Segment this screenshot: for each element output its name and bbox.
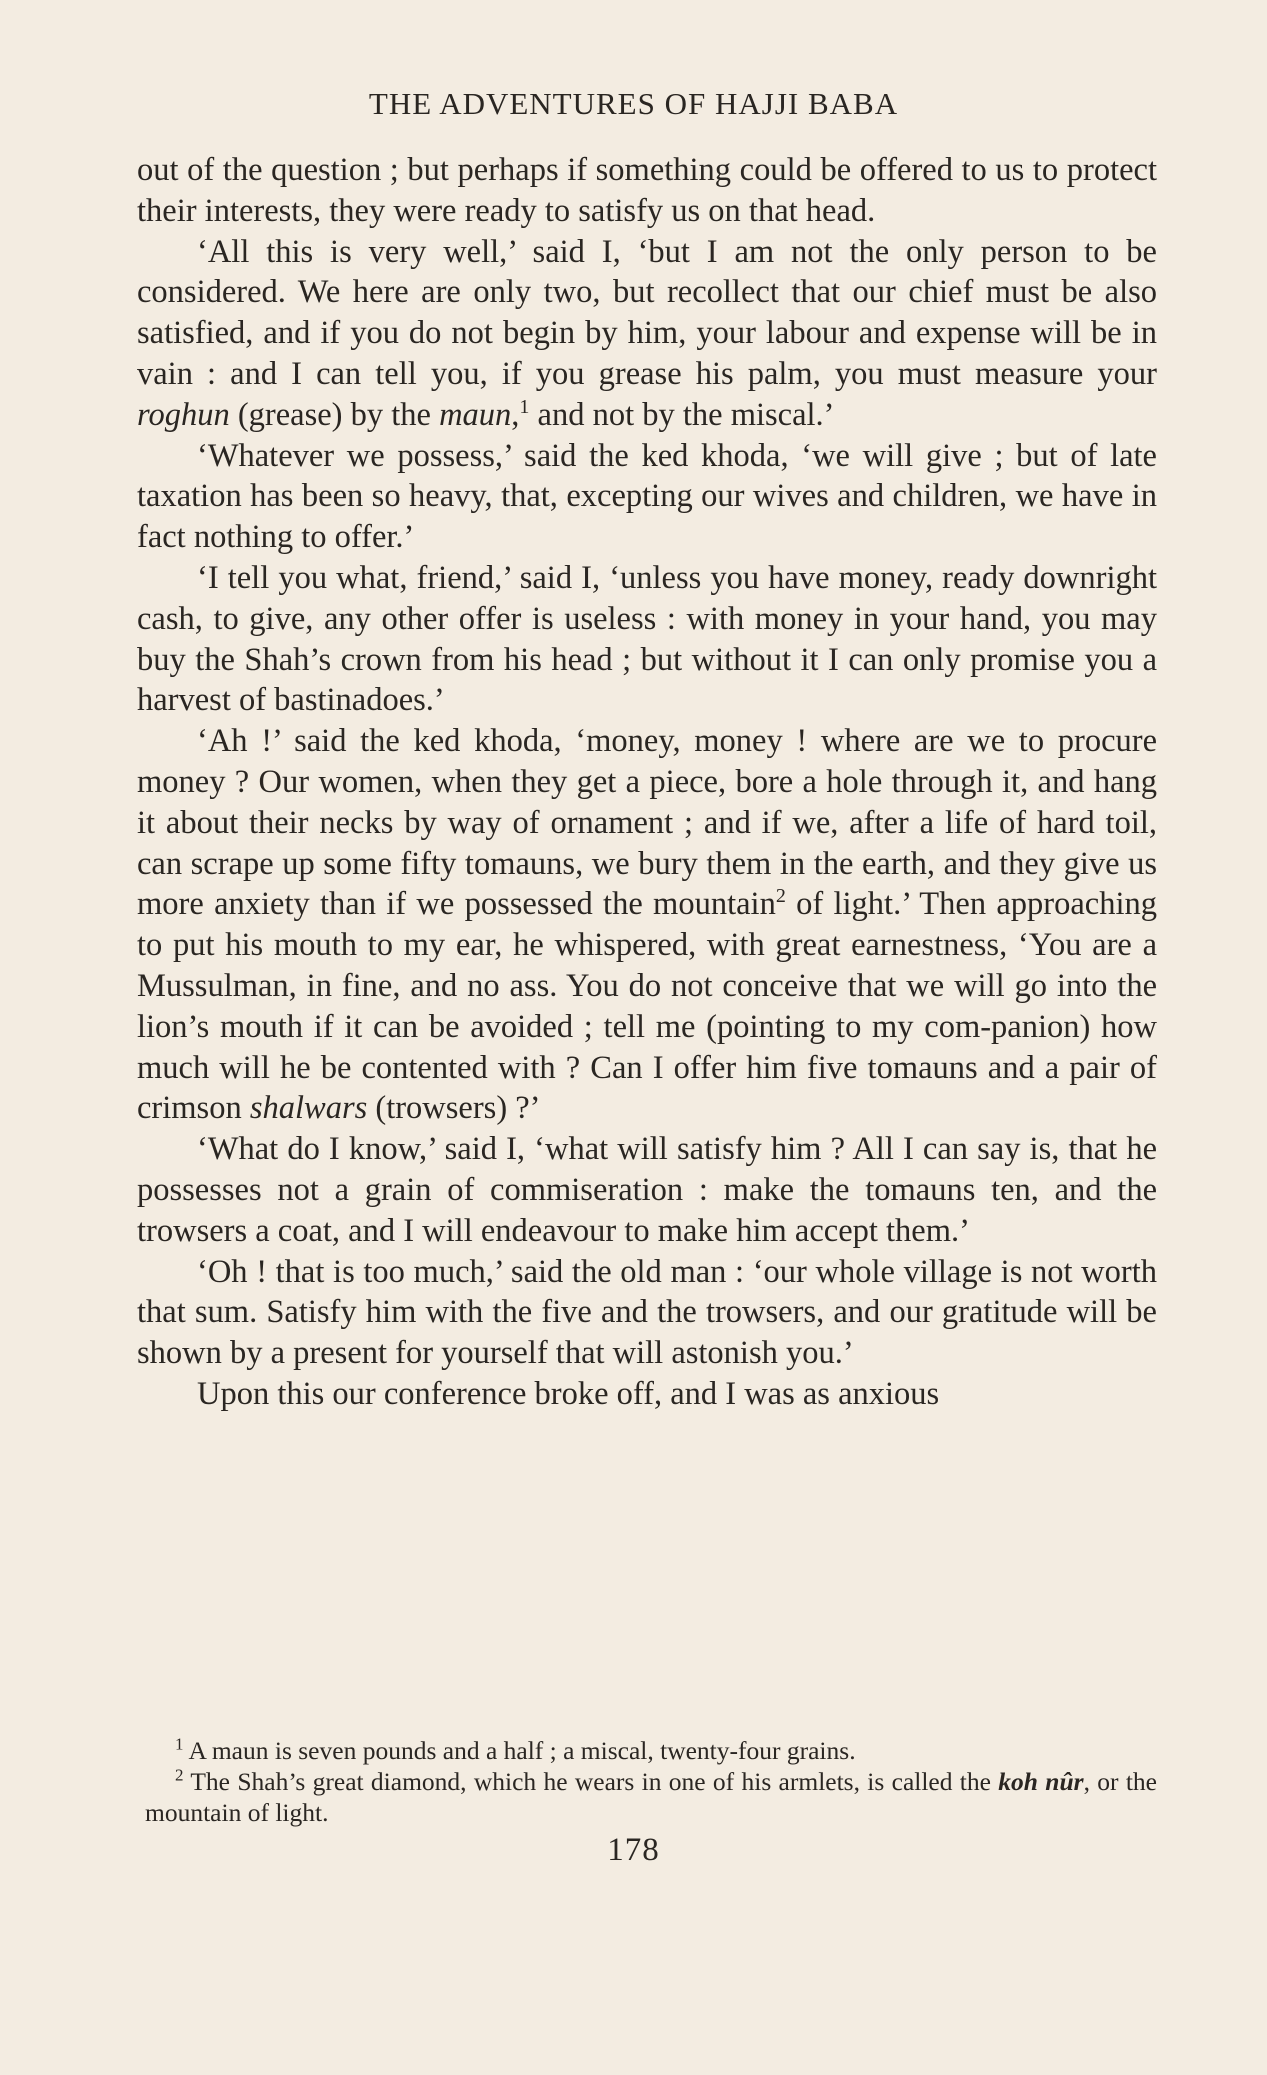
body-text [137, 150, 1157, 1415]
text-run: ‘What do I know,’ said I, ‘what will satisfy him ? All I can say is, that he possesses not a grain of commiseration : make the tomauns ten, and the trowsers a coat, and I will endeavour to make him accept them.’ [137, 1131, 1157, 1249]
italic-term: maun [439, 396, 512, 433]
footnote [145, 1766, 1157, 1828]
text-run: , [511, 396, 520, 433]
running-head: THE ADVENTURES OF HAJJI BABA [368, 86, 899, 121]
italic-term: koh nûr [998, 1767, 1084, 1796]
footnote [145, 1735, 1157, 1766]
footnote-marker: 1 [519, 395, 530, 418]
text-run: and not by the miscal.’ [529, 396, 835, 433]
page-number: 178 [607, 1832, 660, 1868]
text-run: ‘Whatever we possess,’ said the ked khoda, ‘we will give ; but of late taxation has been so heavy, that, excepting our wives and children, we have in fact nothing to offer.’ [137, 437, 1157, 556]
text-run: ‘Ah !’ said the ked khoda, ‘money, money ! where are we to procure money ? Our women, when they get a piece, bore a hole through it, and hang it about their necks by way of ornament ; and if we, after a life of hard toil, can scrape up some fifty tomauns, we bury them in the earth, and they give us more anxiety than if we possessed the mountain [137, 723, 1157, 923]
text-run: ‘Oh ! that is too much,’ said the old man : ‘our whole village is not worth that sum. Satisfy him with the five and the trowsers, and our gratitude will be shown by a present for yourself that will astonish you.’ [137, 1253, 1157, 1372]
footnotes [145, 1735, 1157, 1828]
footnote-marker: 2 [775, 885, 786, 908]
paragraph [137, 436, 1157, 558]
paragraph [137, 232, 1157, 436]
text-run: A maun is seven pounds and a half ; a miscal, twenty-four grains. [183, 1736, 856, 1765]
text-run: of light.’ Then approaching to put his mouth to my ear, he whispered, with great earnestness, ‘You are a Mussulman, in fine, and no ass. You do not conceive that we will go into the lion’s mouth if it can be avoided ; tell me (pointing to my com-panion) how much will he be contented with ? Can I offer him five tomauns and a pair of crimson [137, 886, 1157, 1127]
footnote-marker: 1 [175, 1734, 184, 1754]
text-run: The Shah’s great diamond, which he wears in one of his armlets, is called the [183, 1767, 999, 1796]
paragraph [137, 1374, 1157, 1415]
text-run: Upon this our conference broke off, and I was as anxious [197, 1375, 940, 1412]
paragraph [137, 150, 1157, 232]
footnote-marker: 2 [175, 1765, 184, 1785]
paragraph [137, 558, 1157, 721]
text-run: ‘I tell you what, friend,’ said I, ‘unless you have money, ready downright cash, to give, any other offer is useless : with money in your hand, you may buy the Shah’s crown from his head ; but without it I can only promise you a harvest of bastinadoes.’ [137, 559, 1157, 719]
text-run: (trowsers) ?’ [367, 1090, 541, 1127]
italic-term: shalwars [249, 1090, 368, 1127]
paragraph [137, 721, 1157, 1129]
paragraph [137, 1252, 1157, 1374]
text-run: ‘All this is very well,’ said I, ‘but I am not the only person to be considered. We here are only two, but recollect that our chief must be also satisfied, and if you do not begin by him, your labour and expense will be in vain : and I can tell you, if you grease his palm, you must measure your [137, 233, 1157, 392]
text-run: out of the question ; but perhaps if something could be offered to us to protect their interests, they were ready to satisfy us on that head. [137, 152, 1157, 229]
italic-term: roghun [137, 396, 230, 433]
text-run: (grease) by the [229, 396, 440, 433]
paragraph [137, 1129, 1157, 1251]
text-run: , or the mountain of light. [145, 1767, 1157, 1827]
